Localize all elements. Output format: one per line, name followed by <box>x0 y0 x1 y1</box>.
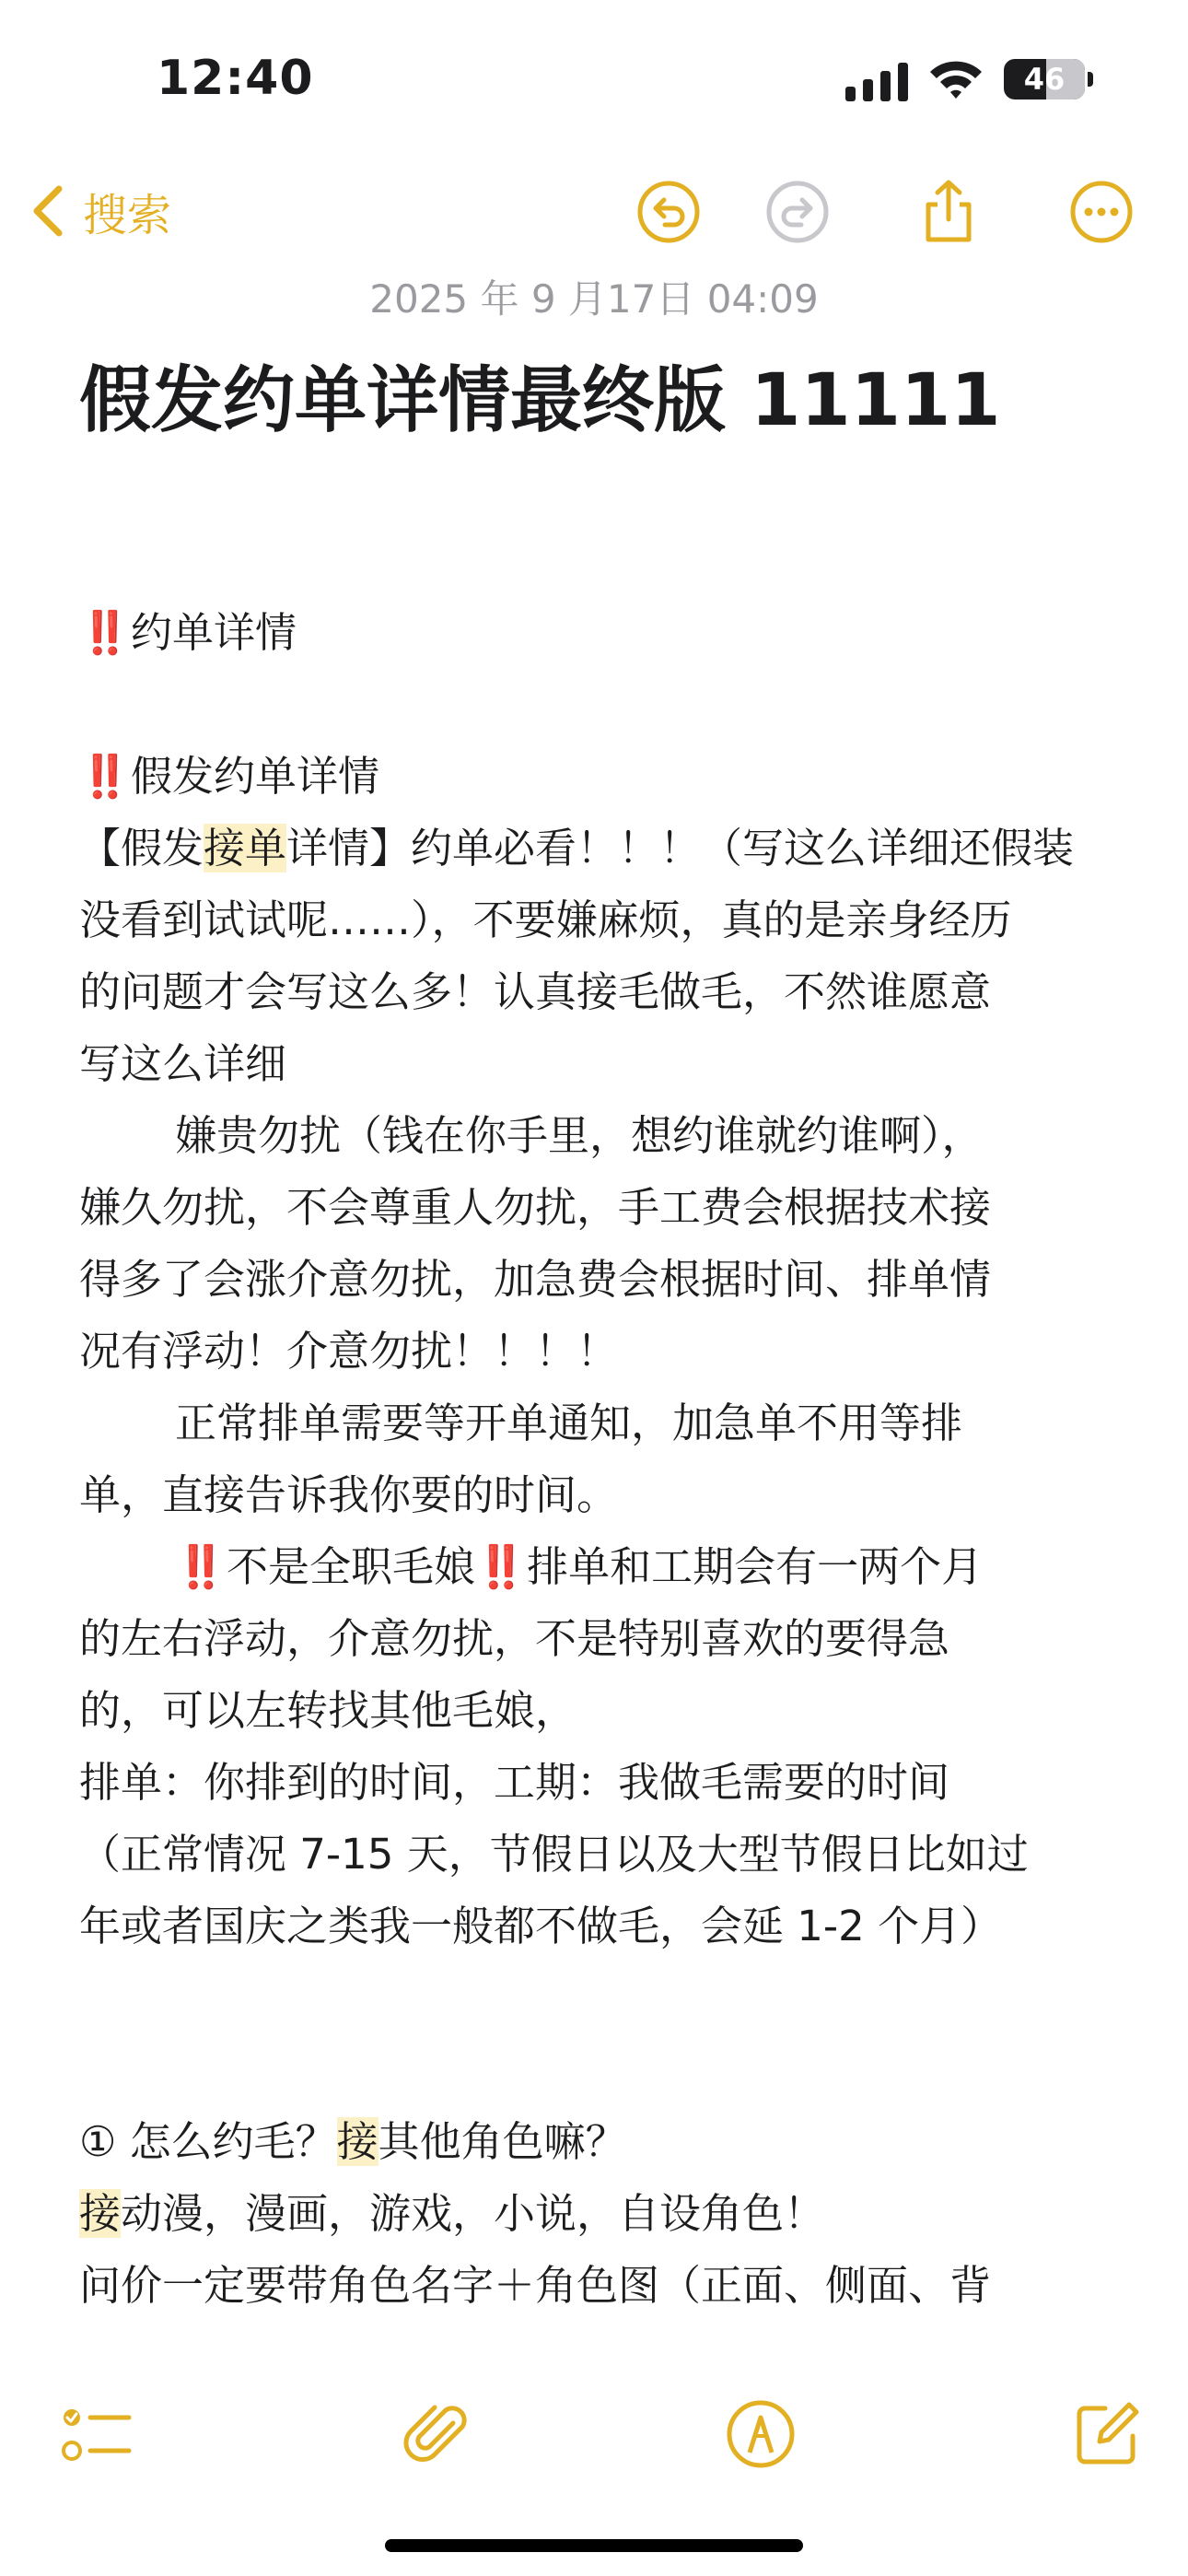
note-line: （正常情况 7-15 天，节假日以及大型节假日比如过 <box>79 1830 1029 1879</box>
chevron-left-icon <box>31 185 64 237</box>
battery-nub <box>1088 72 1093 87</box>
redo-icon[interactable] <box>764 179 831 245</box>
more-icon[interactable] <box>1068 179 1135 245</box>
note-line: 况有浮动！介意勿扰！！！！ <box>79 1327 619 1376</box>
compose-icon[interactable] <box>1068 2395 1146 2473</box>
checklist-icon[interactable] <box>57 2395 134 2473</box>
cellular-signal-icon <box>845 61 910 101</box>
highlighted-text: 接 <box>79 2189 122 2238</box>
note-line: 的，可以左转找其他毛娘， <box>79 1686 577 1735</box>
note-line: 没看到试试呢……），不要嫌麻烦，真的是亲身经历 <box>79 896 1012 944</box>
share-icon[interactable] <box>915 179 982 245</box>
home-indicator[interactable] <box>385 2539 803 2552</box>
note-line: ‼️假发约单详情 <box>79 752 380 801</box>
note-line <box>79 2178 1120 2250</box>
note-line: 嫌久勿扰，不会尊重人勿扰，手工费会根据技术接 <box>79 1183 992 1232</box>
note-date: 2025 年 9 月17日 04:09 <box>369 276 819 322</box>
note-text: 详情】约单必看！！！（写这么详细还假装 <box>286 824 1075 872</box>
note-line <box>79 2106 1120 2178</box>
note-line: 得多了会涨介意勿扰，加急费会根据时间、排单情 <box>79 1255 992 1304</box>
note-line: ‼️约单详情 <box>79 608 297 657</box>
note-line: 单，直接告诉我你要的时间。 <box>79 1470 619 1519</box>
note-text: 其他角色嘛？ <box>378 2117 627 2166</box>
undo-icon[interactable] <box>635 179 702 245</box>
battery-level: 46 <box>1023 62 1066 97</box>
note-text: 动漫，漫画，游戏，小说，自设角色！ <box>121 2189 826 2238</box>
highlighted-text: 接 <box>336 2117 379 2166</box>
highlighted-text: 接单 <box>204 824 287 872</box>
note-line <box>79 1531 1120 1603</box>
status-bar <box>0 0 1188 157</box>
paperclip-icon[interactable] <box>398 2395 475 2473</box>
note-line: 正常排单需要等开单通知，加急单不用等排 <box>175 1399 963 1447</box>
note-title[interactable]: 假发约单详情最终版 11111 <box>79 359 1001 442</box>
battery-icon <box>1004 59 1085 100</box>
double-exclamation-icon: ‼️ <box>175 1542 227 1591</box>
note-line: 的左右浮动，介意勿扰，不是特别喜欢的要得急 <box>79 1614 950 1663</box>
wifi-icon <box>926 57 985 101</box>
back-button[interactable] <box>31 179 171 243</box>
note-text: 【假发 <box>79 824 204 872</box>
nav-bar <box>0 166 1188 258</box>
bottom-toolbar <box>0 2395 1188 2478</box>
note-text: 排单和工期会有一两个月 <box>527 1542 984 1591</box>
double-exclamation-icon: ‼️ <box>475 1542 528 1591</box>
note-body[interactable] <box>79 597 1120 2322</box>
note-line: 年或者国庆之类我一般都不做毛，会延 1-2 个月） <box>79 1902 1003 1950</box>
back-label: 搜索 <box>83 189 172 241</box>
status-time: 12:40 <box>157 51 314 106</box>
note-text: ① 怎么约毛？ <box>79 2117 337 2166</box>
note-line <box>79 813 1120 884</box>
note-line: 的问题才会写这么多！认真接毛做毛，不然谁愿意 <box>79 967 992 1016</box>
note-line: 排单：你排到的时间，工期：我做毛需要的时间 <box>79 1758 950 1807</box>
note-line: 写这么详细 <box>79 1039 287 1088</box>
pen-icon[interactable] <box>722 2395 799 2473</box>
note-text: 不是全职毛娘 <box>227 1542 476 1591</box>
note-line: 嫌贵勿扰（钱在你手里，想约谁就约谁啊）， <box>175 1111 984 1160</box>
note-line: 问价一定要带角色名字＋角色图（正面、侧面、背 <box>79 2261 992 2310</box>
